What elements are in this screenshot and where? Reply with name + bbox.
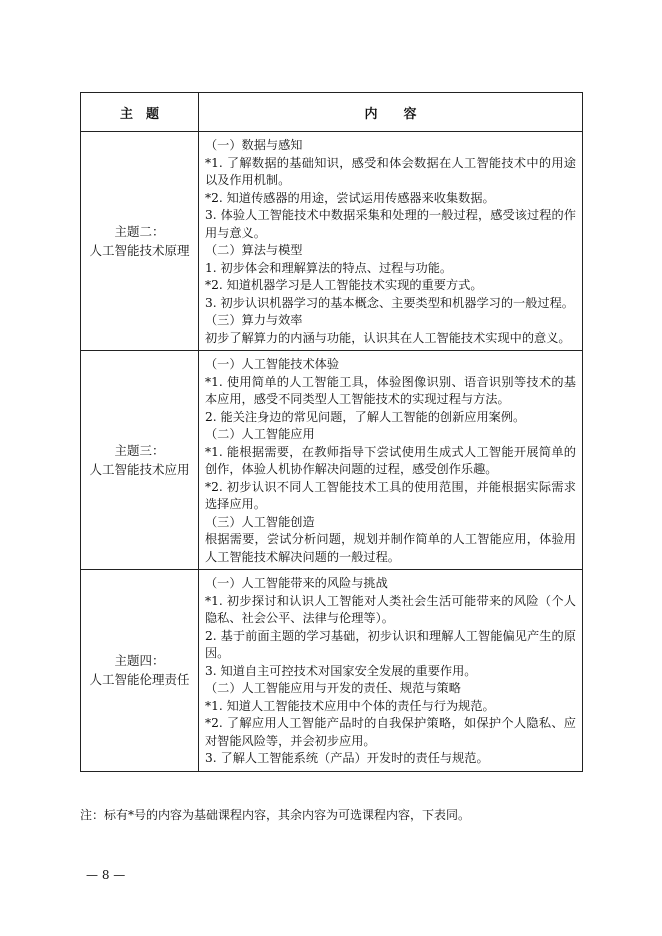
curriculum-table (80, 92, 583, 772)
content-line: 3. 知道自主可控技术对国家安全发展的重要作用。 (205, 663, 477, 678)
table-row (81, 570, 583, 772)
content-line: 根据需要，尝试分析问题，规划并制作简单的人工智能应用，体验用人工智能技术解决问题的一般过程。 (205, 532, 576, 564)
content-line: （二）算法与模型 (205, 243, 303, 257)
content-cell (199, 351, 583, 570)
content-line: （一）数据与感知 (205, 138, 303, 152)
topic-cell (81, 570, 199, 772)
page-number: — 8 — (86, 868, 126, 882)
content-cell (199, 132, 583, 351)
topic-cell (81, 132, 199, 351)
content-line: 2. 基于前面主题的学习基础，初步认识和理解人工智能偏见产生的原因。 (205, 628, 576, 660)
topic-title: 人工智能伦理责任 (89, 672, 190, 688)
content-line: *2. 知道传感器的用途，尝试运用传感器来收集数据。 (205, 190, 495, 205)
content-line: *2. 知道机器学习是人工智能技术实现的重要方式。 (205, 278, 483, 292)
content-line: 初步了解算力的内涵与功能，认识其在人工智能技术实现中的意义。 (205, 330, 571, 345)
content-line: （三）算力与效率 (205, 313, 303, 327)
content-line: *1. 使用简单的人工智能工具，体验图像识别、语音识别等技术的基本应用，感受不同类型人工智能技术的实现过程与方法。 (205, 374, 576, 406)
content-line: （一）人工智能技术体验 (205, 357, 340, 371)
content-line: （一）人工智能带来的风险与挑战 (205, 576, 388, 590)
topic-number: 主题三： (114, 443, 165, 458)
topic-number: 主题二： (114, 224, 165, 239)
topic-title: 人工智能技术应用 (89, 462, 190, 477)
content-line: *2. 了解应用人工智能产品时的自我保护策略，如保护个人隐私、应对智能风险等，并会初步应用。 (205, 716, 576, 748)
topic-title: 人工智能技术原理 (89, 243, 190, 258)
content-line: 3. 初步认识机器学习的基本概念、主要类型和机器学习的一般过程。 (205, 295, 574, 310)
content-line: *1. 知道人工智能技术应用中个体的责任与行为规范。 (205, 698, 495, 713)
content-line: 3. 了解人工智能系统（产品）开发时的责任与规范。 (205, 751, 489, 765)
table-row (81, 132, 583, 351)
header-content: 内 容 (199, 93, 583, 132)
content-line: 1. 初步体会和理解算法的特点、过程与功能。 (205, 260, 453, 275)
content-line: （二）人工智能应用 (205, 427, 315, 441)
content-cell (199, 570, 583, 772)
content-line: *1. 初步探讨和认识人工智能对人类社会生活可能带来的风险（个人隐私、社会公平、法律与伦理等）。 (205, 593, 576, 625)
footnote: 注：标有*号的内容为基础课程内容，其余内容为可选课程内容，下表同。 (80, 808, 471, 822)
content-line: （二）人工智能应用与开发的责任、规范与策略 (205, 681, 461, 695)
content-line: （三）人工智能创造 (205, 514, 315, 529)
content-line: *1. 能根据需要，在教师指导下尝试使用生成式人工智能开展简单的创作，体验人机协作解决问题的过程，感受创作乐趣。 (205, 444, 576, 476)
header-topic: 主 题 (81, 93, 199, 132)
table-row (81, 351, 583, 570)
content-line: 2. 能关注身边的常见问题，了解人工智能的创新应用案例。 (205, 409, 526, 424)
content-line: *1. 了解数据的基础知识，感受和体会数据在人工智能技术中的用途以及作用机制。 (205, 155, 576, 187)
table-header-row (81, 93, 583, 132)
content-line: 3. 体验人工智能技术中数据采集和处理的一般过程，感受该过程的作用与意义。 (205, 208, 576, 240)
topic-number: 主题四： (114, 653, 165, 669)
content-line: *2. 初步认识不同人工智能技术工具的使用范围，并能根据实际需求选择应用。 (205, 479, 576, 511)
topic-cell (81, 351, 199, 570)
